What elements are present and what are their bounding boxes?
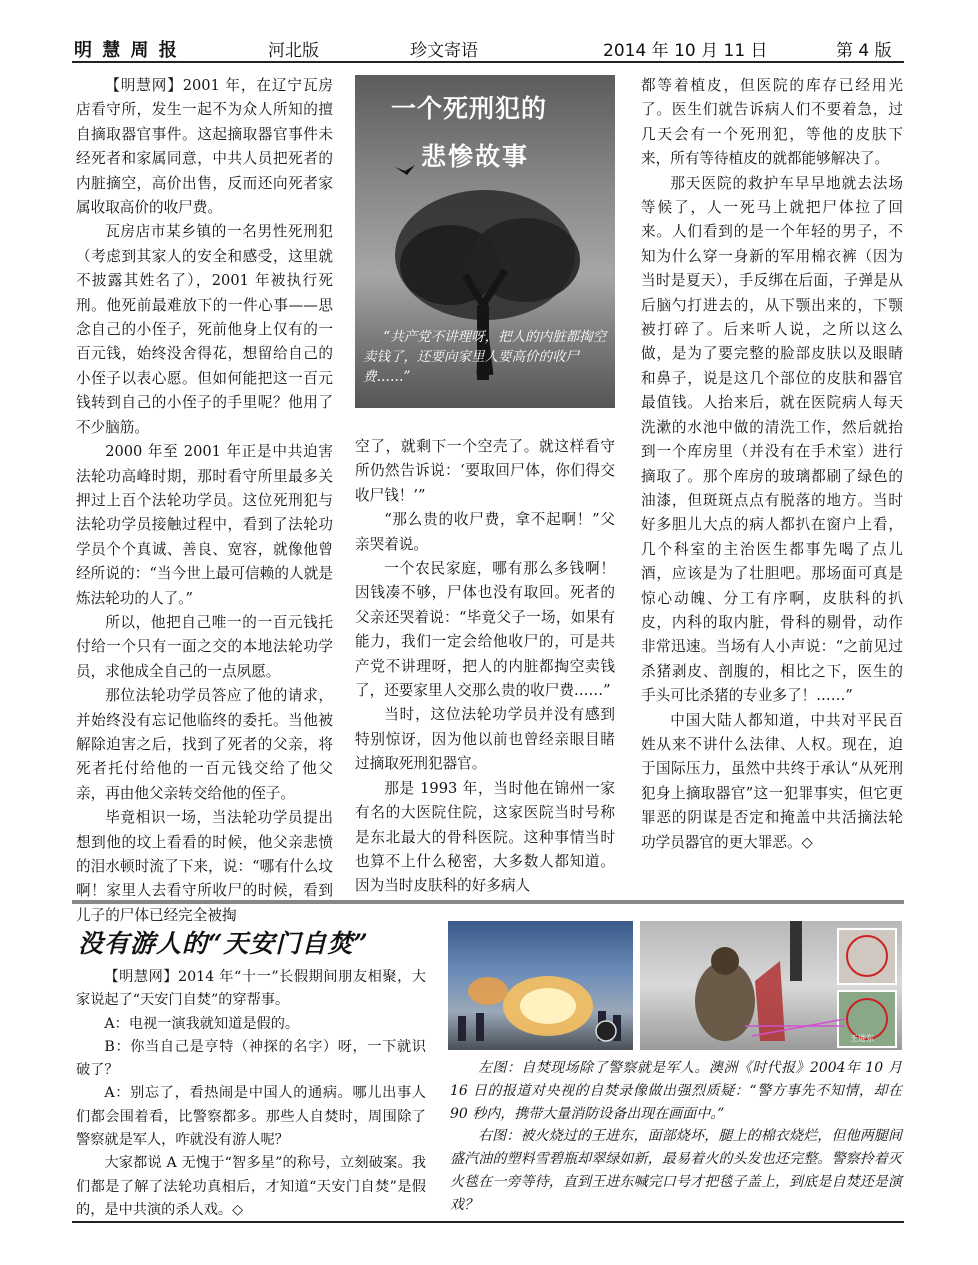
- paragraph: 当时，这位法轮功学员并没有感到特别惊讶，因为他以前也曾经亲眼目睹过摘取死刑犯器官。: [355, 706, 615, 773]
- illustration-title-line1: 一个死刑犯的: [391, 94, 548, 123]
- paragraph: 毕竟相识一场，当法轮功学员提出想到他的坟上看看的时候，他父亲悲愤的泪水顿时流了下来，说：“哪有什么坟啊！家里人去看守所收尸的时候，看到儿子的尸体已经完全被掏: [76, 809, 333, 924]
- bird-icon: [395, 165, 415, 175]
- paragraph: 【明慧网】2014 年“十一”长假期间朋友相聚，大家说起了“天安门自焚”的穿帮事。: [76, 969, 426, 1009]
- paragraph: 都等着植皮，但医院的库存已经用光了。医生们就告诉病人们不要着急，过几天会有一个死刑犯，等他的皮肤下来，所有等待植皮的就都能够解决了。: [641, 77, 903, 168]
- photo-caption: [450, 1057, 902, 1217]
- paragraph: 2000 年至 2001 年正是中共迫害法轮功高峰时期，那时看守所里最多关押过上百个法轮功学员。这位死刑犯与法轮功学员接触过程中，看到了法轮功学员个个真诚、善良、宽容，就像他曾经所说的：“当今世上最可信赖的人就是炼法轮功的人了。”: [76, 443, 333, 607]
- article1-column2: [355, 435, 615, 899]
- photo-left-immolation-scene: [448, 921, 633, 1050]
- page-number: 第 4 版: [836, 41, 892, 61]
- article1-illustration: [355, 75, 615, 408]
- article1-column3: [641, 74, 903, 855]
- paragraph: 空了，就剩下一个空壳了。就这样看守所仍然告诉说：‘要取回尸体，你们得交收尸钱！’”: [355, 438, 615, 504]
- paragraph: 一个农民家庭，哪有那么多钱啊！因钱凑不够，尸体也没有取回。死者的父亲还哭着说：“毕竟父子一场，如果有能力，我们一定会给他收尸的，可是共产党不讲理呀，把人的内脏都掏空卖钱了，还要家里人交那么贵的收尸费……”: [355, 560, 615, 700]
- edition: 河北版: [268, 41, 319, 61]
- paragraph: 【明慧网】2001 年，在辽宁瓦房店看守所，发生一起不为众人所知的擅自摘取器官事件。这起摘取器官事件未经死者和家属同意，中共人员把死者的内脏摘空，高价出售，反而还向死者家属收取高价的收尸费。: [76, 77, 333, 217]
- issue-date: 2014 年 10 月 11 日: [603, 41, 768, 61]
- paragraph: “那么贵的收尸费，拿不起啊！”父亲哭着说。: [355, 511, 615, 553]
- illustration-quote: “共产党不讲理呀，把人的内脏都掏空卖钱了，还要向家里人要高价的收尸费……”: [363, 329, 607, 385]
- caption-right: 右图：被火烧过的王进东，面部烧坏，腿上的棉衣烧烂，但他两腿间盛汽油的塑料雪碧瓶却翠绿如新，最易着火的头发也还完整。警察拎着灭火毯在一旁等待，直到王进东喊完口号才把毯子盖上，到底是自焚还是演戏？: [450, 1128, 902, 1213]
- caption-left: 左图：自焚现场除了警察就是军人。澳洲《时代报》2004年 10 月 16 日的报道对央视的自焚录像做出强烈质疑：“警方事先不知情，却在 90 秒内，携带大量消防设备出现在画面中。”: [450, 1060, 902, 1122]
- paragraph: 大家都说 A 无愧于“智多星”的称号，立刻破案。我们都是了解了法轮功真相后，才知道“天安门自焚”是假的，是中共演的杀人戏。◇: [76, 1155, 426, 1218]
- paragraph: B：你当自己是亨特（神探的名字）呀，一下就识破了？: [76, 1038, 426, 1079]
- paragraph: 那位法轮功学员答应了他的请求，并始终没有忘记他临终的委托。当他被解除迫害之后，找到了死者的父亲，将死者托付给他的一百元钱交给了他父亲，再由他父亲转交给他的侄子。: [76, 687, 333, 802]
- article1-column1: [76, 74, 333, 928]
- masthead: 明 慧 周 报: [74, 40, 179, 61]
- paragraph: 中国大陆人都知道，中共对平民百姓从来不讲什么法律、人权。现在，迫于国际压力，虽然中共终于承认“从死刑犯身上摘取器官”这一犯罪事实，但它更罪恶的阴谋是否定和掩盖中共活摘法轮功学员器官的更大罪恶。◇: [641, 711, 903, 851]
- paragraph: 那是 1993 年，当时他在锦州一家有名的大医院住院，这家医院当时号称是东北最大的骨科医院。这种事情当时也算不上什么秘密，大多数人都知道。因为当时皮肤科的好多病人: [355, 779, 615, 895]
- section-title: 珍文寄语: [410, 41, 478, 61]
- photo-right-wang-jindong: [640, 921, 902, 1050]
- paragraph: A：电视一演我就知道是假的。: [104, 1015, 300, 1032]
- illustration-title-line2: 悲惨故事: [421, 142, 530, 171]
- footer-rule: [72, 1221, 904, 1223]
- paragraph: A：别忘了，看热闹是中国人的通病。哪儿出事人们都会围着看，比警察都多。那些人自焚时，周围除了警察就是军人，咋就没有游人呢？: [76, 1085, 426, 1149]
- tv-logo-icon: [596, 1021, 616, 1041]
- photo-label: 王进东: [850, 1034, 874, 1043]
- paragraph: 那天医院的救护车早早地就去法场等候了，人一死马上就把尸体拉了回来。人们看到的是一个年轻的男子，不知为什么穿一身新的军用棉衣裤（因为当时是夏天），手反绑在后面，子弹是从后脑勺打进去的，从下颚出来的，下颚被打碎了。后来听人说，之所以这么做，是为了要完整的脸部皮肤以及眼睛和鼻子，说是这几个部位的皮肤和器官最值钱。人抬来后，就在医院病人每天洗漱的水池中做的清洗工作，然后就抬到一个库房里（并没有在手术室）进行摘取了。那个库房的玻璃都刷了绿色的油漆，但斑斑点点有脱落的地方。当时好多胆儿大点的病人都扒在窗户上看，几个科室的主治医生都事先喝了点儿酒，应该是为了壮胆吧。那场面可真是惊心动魄、分工有序啊，皮肤科的扒皮，内科的取内脏，骨科的剔骨，动作非常迅速。当场有人小声说：“之前见过杀猪剥皮、剖腹的，相比之下，医生的手头可比杀猪的专业多了！……”: [641, 174, 903, 705]
- article2-body: [76, 966, 426, 1222]
- paragraph: 瓦房店市某乡镇的一名男性死刑犯（考虑到其家人的安全和感受，这里就不披露其姓名了），2001 年被执行死刑。他死前最难放下的一件心事——思念自己的小侄子，死前他身上仅有的一百元钱，始终没舍得花，想留给自己的小侄子以表心愿。但如何能把这一百元钱转到自己的小侄子的手里呢？他用了不少脑筋。: [76, 223, 333, 436]
- paragraph: 所以，他把自己唯一的一百元钱托付给一个只有一面之交的本地法轮功学员，求他成全自己的一点夙愿。: [76, 613, 333, 680]
- header-rule: [72, 61, 904, 63]
- article2-title: 没有游人的“天安门自焚”: [78, 929, 369, 958]
- section-divider: [72, 900, 904, 904]
